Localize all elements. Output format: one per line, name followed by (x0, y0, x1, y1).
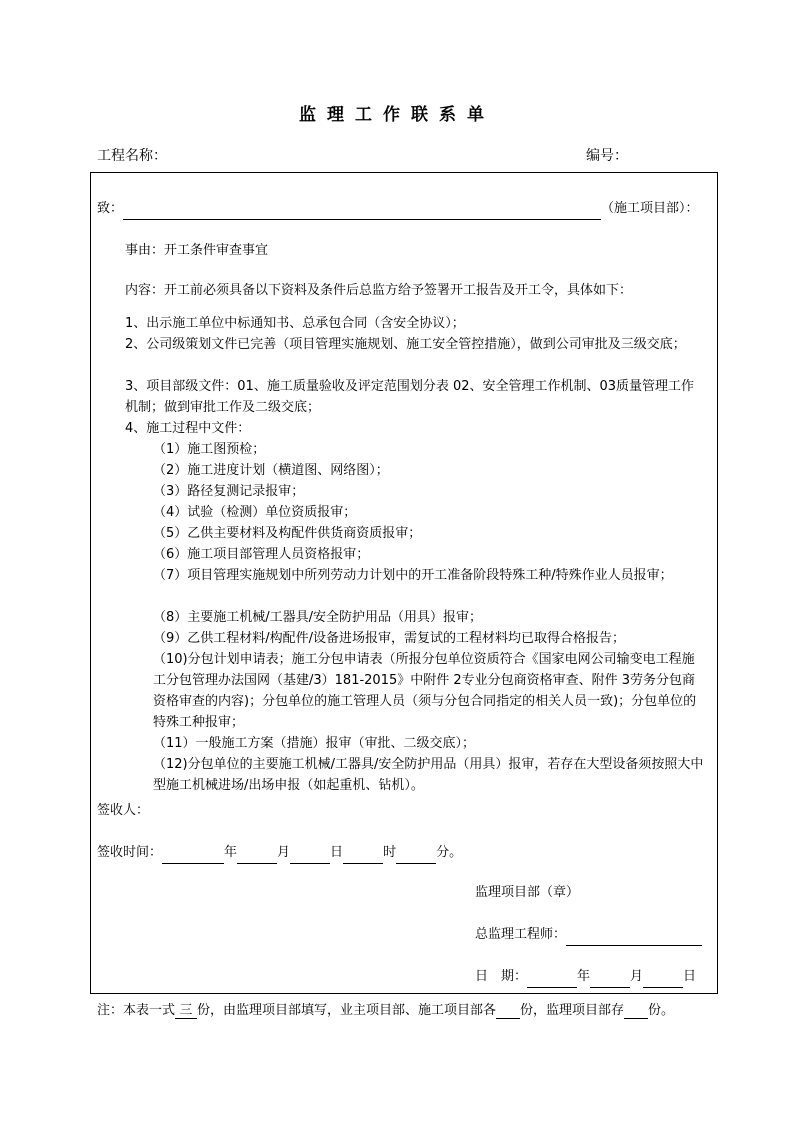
subitem-12: （12)分包单位的主要施工机械/工器具/安全防护用品（用具）报审，若存在大型设备须按照大中型施工机械进场/出场申报（如起重机、钻机）。 (153, 757, 704, 793)
item-3: 3、项目部级文件：01、施工质量验收及评定范围划分表 02、安全管理工作机制、03质量管理工作机制；做到审批工作及二级交底； (125, 379, 695, 415)
subitem-1: （1）施工图预检； (153, 442, 266, 457)
note-mid2: 份，监理项目部存 (520, 1003, 625, 1018)
subitem-2: （2）施工进度计划（横道图、网络图）； (153, 463, 389, 478)
receive-year-field[interactable] (162, 843, 224, 864)
signoff-date-label: 日 期： (475, 969, 528, 984)
chief-engineer-line (475, 925, 702, 946)
to-suffix: （施工项目部）： (601, 201, 699, 216)
note-copies-blank-1 (496, 1003, 520, 1019)
signoff-month-unit: 月 (630, 969, 644, 984)
note-prefix: 注：本表一式 (97, 1003, 176, 1018)
signoff-year-unit: 年 (577, 969, 591, 984)
subitem-3: （3）路径复测记录报审； (153, 484, 305, 499)
form-body (90, 172, 718, 994)
note-copies: 三 (175, 999, 197, 1019)
item-1: 1、出示施工单位中标通知书、总承包合同（含安全协议）； (125, 316, 465, 331)
month-unit: 月 (277, 845, 291, 860)
note-copies-blank-2 (624, 1003, 648, 1019)
content-intro: 内容：开工前必须具备以下资料及条件后总监方给予签署开工报告及开工令，具体如下： (125, 283, 633, 298)
form-number-label: 编号： (586, 148, 628, 164)
receive-minute-field[interactable] (396, 843, 436, 864)
to-label: 致： (97, 201, 124, 216)
form-title: 监理工作联系单 (299, 105, 495, 125)
subject: 事由：开工条件审查事宜 (125, 243, 269, 258)
receiver-label: 签收人： (97, 803, 150, 818)
subitem-5: （5）乙供主要材料及构配件供货商资质报审； (153, 526, 422, 541)
year-unit: 年 (224, 845, 238, 860)
signoff-day-field[interactable] (643, 967, 683, 988)
day-unit: 日 (330, 845, 344, 860)
subitem-11: （11）一般施工方案（措施）报审（审批、二级交底）； (153, 736, 476, 751)
minute-unit: 分。 (436, 845, 463, 860)
signoff-year-field[interactable] (527, 967, 577, 988)
item-4: 4、施工过程中文件： (125, 421, 251, 436)
chief-engineer-field[interactable] (566, 925, 702, 946)
hour-unit: 时 (383, 845, 397, 860)
to-line (97, 199, 699, 220)
subitem-7: （7）项目管理实施规划中所列劳动力计划中的开工准备阶段特殊工种/特殊作业人员报审； (153, 568, 673, 583)
receive-time-label: 签收时间： (97, 845, 163, 860)
signoff-day-unit: 日 (683, 969, 697, 984)
subitem-9: （9）乙供工程材料/构配件/设备进场报审，需复试的工程材料均已取得合格报告； (153, 631, 626, 646)
project-name-label: 工程名称： (97, 148, 167, 164)
receive-month-field[interactable] (237, 843, 277, 864)
item-2: 2、公司级策划文件已完善（项目管理实施规划、施工安全管控措施），做到公司审批及三级交底； (125, 337, 686, 352)
chief-engineer-label: 总监理工程师： (475, 927, 567, 942)
receive-hour-field[interactable] (343, 843, 383, 864)
to-recipient-field[interactable] (123, 199, 601, 220)
supervision-dept-seal: 监理项目部（章） (475, 885, 580, 900)
subitem-6: （6）施工项目部管理人员资格报审； (153, 547, 370, 562)
footnote (97, 999, 674, 1019)
note-mid1: 份，由监理项目部填写，业主项目部、施工项目部各 (197, 1003, 497, 1018)
receive-time-line (97, 843, 462, 864)
subitem-10: （10)分包计划申请表；施工分包申请表（所报分包单位资质符合《国家电网公司输变电工程施工分包管理办法国网（基建/3）181-2015》中附件 2专业分包商资格审查、附件 3劳务分包商资格审查的内容)；分包单位的施工管理人员（须与分包合同指定的相关人员一致)；分包单位的特殊工种报审； (153, 652, 697, 730)
signoff-month-field[interactable] (590, 967, 630, 988)
subitem-8: （8）主要施工机械/工器具/安全防护用品（用具）报审； (153, 610, 483, 625)
signoff-date-line (475, 967, 696, 988)
receive-day-field[interactable] (290, 843, 330, 864)
subitem-4: （4）试验（检测）单位资质报审； (153, 505, 357, 520)
note-end: 份。 (648, 1003, 675, 1018)
